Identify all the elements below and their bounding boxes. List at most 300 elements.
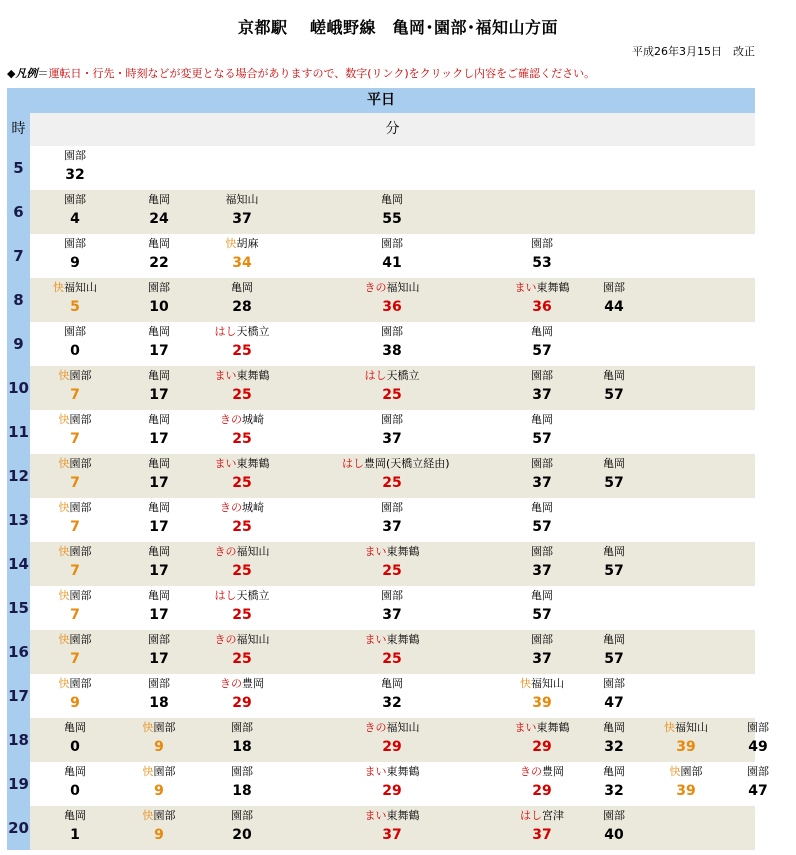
destination-name: 園部: [531, 237, 553, 250]
destination-label: [564, 809, 664, 822]
destination-label: [564, 369, 664, 382]
destination-label: [342, 809, 442, 822]
departure[interactable]: [342, 674, 442, 718]
departure[interactable]: [564, 366, 664, 410]
destination-name: 亀岡: [148, 369, 170, 382]
train-type-prefix: きの: [220, 413, 242, 426]
destination-name: 亀岡: [148, 545, 170, 558]
destination-label: [564, 457, 664, 470]
departure-minute-link[interactable]: 17: [149, 607, 169, 623]
hour-cell: 6: [7, 190, 30, 234]
departure[interactable]: [342, 498, 442, 542]
departure[interactable]: [492, 322, 592, 366]
destination-label: [708, 721, 796, 734]
departure-minute-link[interactable]: 9: [154, 783, 164, 799]
departure-minute-link[interactable]: 25: [232, 519, 252, 535]
minutes-cell: [30, 190, 755, 234]
destination-label: [192, 809, 292, 822]
destination-name: 園部: [381, 589, 403, 602]
departure-minute-link[interactable]: 32: [604, 783, 624, 799]
destination-name: 園部: [64, 325, 86, 338]
destination-name: 亀岡: [603, 457, 625, 470]
destination-name: 園部: [531, 457, 553, 470]
departure-minute-link[interactable]: 37: [532, 563, 552, 579]
destination-name: 園部: [747, 721, 769, 734]
departure-minute-link[interactable]: 17: [149, 651, 169, 667]
departure-minute-link[interactable]: 55: [382, 211, 402, 227]
destination-name: 城崎: [242, 413, 264, 426]
departure[interactable]: [192, 498, 292, 542]
destination-label: [192, 237, 292, 250]
departure[interactable]: [192, 718, 292, 762]
departure-minute-link[interactable]: 25: [232, 343, 252, 359]
train-type-prefix: はし: [364, 369, 387, 382]
departure-minute-link[interactable]: 29: [232, 695, 252, 711]
departure[interactable]: [342, 718, 442, 762]
departure[interactable]: [564, 278, 664, 322]
destination-name: 園部: [153, 809, 176, 822]
departure[interactable]: [192, 806, 292, 850]
destination-name: 東舞鶴: [386, 809, 420, 822]
departure-minute-link[interactable]: 29: [532, 739, 552, 755]
departure[interactable]: [192, 586, 292, 630]
departure-minute-link[interactable]: 0: [70, 343, 80, 359]
departure-minute-link[interactable]: 32: [604, 739, 624, 755]
destination-name: 園部: [64, 149, 86, 162]
departure[interactable]: [342, 410, 442, 454]
departure-minute-link[interactable]: 17: [149, 519, 169, 535]
destination-name: 園部: [153, 721, 176, 734]
departure-minute-link[interactable]: 25: [382, 651, 402, 667]
departure-minute-link[interactable]: 57: [532, 343, 552, 359]
departure[interactable]: [342, 542, 442, 586]
departure-minute-link[interactable]: 25: [232, 387, 252, 403]
destination-name: 亀岡: [148, 193, 170, 206]
departure-minute-link[interactable]: 49: [748, 739, 768, 755]
train-type-prefix: きの: [220, 501, 242, 514]
train-type-prefix: 快: [58, 369, 70, 382]
train-type-prefix: 快: [520, 677, 531, 690]
train-type-prefix: 快: [225, 237, 237, 250]
train-type-prefix: まい: [214, 369, 237, 382]
destination-name: 豊岡(天橋立経由): [364, 457, 450, 470]
departure[interactable]: [564, 542, 664, 586]
destination-name: 園部: [603, 281, 625, 294]
departure[interactable]: [192, 278, 292, 322]
hour-cell: 16: [7, 630, 30, 674]
minutes-cell: [30, 542, 755, 586]
departure-minute-link[interactable]: 34: [232, 255, 252, 271]
departure-minute-link[interactable]: 4: [70, 211, 80, 227]
train-type-prefix: まい: [514, 281, 537, 294]
departure-minute-link[interactable]: 28: [232, 299, 252, 315]
destination-label: [564, 545, 664, 558]
hour-cell: 10: [7, 366, 30, 410]
departure[interactable]: [342, 322, 442, 366]
table-row: [7, 498, 755, 542]
minutes-cell: [30, 366, 755, 410]
train-type-prefix: はし: [214, 325, 237, 338]
destination-name: 亀岡: [64, 721, 86, 734]
destination-name: 園部: [603, 677, 625, 690]
departure-minute-link[interactable]: 53: [532, 255, 552, 271]
departure[interactable]: [192, 542, 292, 586]
departure-minute-link[interactable]: 18: [232, 783, 252, 799]
departure[interactable]: [492, 410, 592, 454]
minutes-cell: [30, 498, 755, 542]
train-type-prefix: 快: [669, 765, 681, 778]
destination-name: 園部: [69, 413, 92, 426]
departure-minute-link[interactable]: 37: [382, 519, 402, 535]
train-type-prefix: きの: [364, 721, 387, 734]
destination-name: 亀岡: [603, 369, 625, 382]
destination-name: 胡麻: [236, 237, 259, 250]
departure-minute-link[interactable]: 7: [70, 431, 80, 447]
destination-label: [492, 501, 592, 514]
train-type-prefix: まい: [214, 457, 237, 470]
destination-label: [564, 633, 664, 646]
departure-minute-link[interactable]: 18: [232, 739, 252, 755]
destination-name: 園部: [381, 325, 403, 338]
departure-minute-link[interactable]: 32: [382, 695, 402, 711]
departure-minute-link[interactable]: 57: [604, 651, 624, 667]
minutes-cell: [30, 454, 755, 498]
departure-minute-link[interactable]: 57: [532, 431, 552, 447]
departure-minute-link[interactable]: 37: [532, 651, 552, 667]
hour-cell: 9: [7, 322, 30, 366]
table-row: [7, 542, 755, 586]
destination-label: [342, 501, 442, 514]
hour-cell: 19: [7, 762, 30, 806]
departure-minute-link[interactable]: 38: [382, 343, 402, 359]
notice-text: 運転日・行先・時刻などが変更となる場合がありますので、数字(リンク)をクリックし内容をご確認ください。: [48, 67, 596, 80]
train-type-prefix: 快: [664, 721, 675, 734]
departure-minute-link[interactable]: 17: [149, 343, 169, 359]
departure[interactable]: [564, 674, 664, 718]
train-type-prefix: 快: [58, 501, 70, 514]
train-type-prefix: きの: [214, 633, 237, 646]
destination-name: 園部: [531, 545, 553, 558]
destination-name: 亀岡: [603, 633, 625, 646]
destination-label: [342, 457, 450, 470]
departure-minute-link[interactable]: 37: [532, 387, 552, 403]
departure[interactable]: [342, 278, 442, 322]
destination-name: 亀岡: [381, 677, 403, 690]
destination-name: 園部: [69, 369, 92, 382]
departure-minute-link[interactable]: 37: [532, 827, 552, 843]
destination-name: 福知山: [236, 633, 270, 646]
departure-minute-link[interactable]: 39: [676, 739, 696, 755]
destination-name: 福知山: [386, 721, 420, 734]
departure[interactable]: [564, 454, 664, 498]
destination-name: 園部: [381, 413, 403, 426]
destination-name: 城崎: [242, 501, 264, 514]
notice-line: [7, 65, 595, 81]
departure-minute-link[interactable]: 0: [70, 739, 80, 755]
notice-bullet-icon: ◆: [7, 67, 16, 80]
departure-minute-link[interactable]: 9: [154, 827, 164, 843]
departure[interactable]: [342, 234, 442, 278]
hour-cell: 11: [7, 410, 30, 454]
departure-minute-link[interactable]: 37: [232, 211, 252, 227]
departure[interactable]: [192, 366, 292, 410]
departure-minute-link[interactable]: 25: [232, 431, 252, 447]
departure[interactable]: [492, 234, 592, 278]
departure[interactable]: [192, 322, 292, 366]
departure-minute-link[interactable]: 9: [154, 739, 164, 755]
destination-name: 亀岡: [381, 193, 403, 206]
departure[interactable]: [342, 586, 442, 630]
departure-minute-link[interactable]: 25: [232, 607, 252, 623]
destination-label: [192, 369, 292, 382]
departure-minute-link[interactable]: 7: [70, 563, 80, 579]
departure[interactable]: [192, 410, 292, 454]
departure-minute-link[interactable]: 37: [382, 607, 402, 623]
departure-minute-link[interactable]: 39: [532, 695, 552, 711]
destination-name: 亀岡: [231, 281, 253, 294]
destination-name: 亀岡: [531, 325, 553, 338]
destination-name: 園部: [148, 633, 170, 646]
destination-name: 亀岡: [148, 413, 170, 426]
destination-name: 亀岡: [531, 589, 553, 602]
hour-cell: 18: [7, 718, 30, 762]
notice-eq: ＝: [37, 67, 49, 80]
table-row: [7, 674, 755, 718]
departure-minute-link[interactable]: 29: [382, 739, 402, 755]
destination-label: [192, 589, 292, 602]
departure-minute-link[interactable]: 25: [382, 475, 402, 491]
departure-minute-link[interactable]: 22: [149, 255, 169, 271]
destination-name: 天橋立: [236, 589, 270, 602]
hour-cell: 14: [7, 542, 30, 586]
departure-minute-link[interactable]: 25: [382, 387, 402, 403]
train-type-prefix: まい: [364, 545, 387, 558]
destination-name: 園部: [69, 589, 92, 602]
departure[interactable]: [708, 762, 796, 806]
revision-date: 平成26年3月15日 改正: [632, 45, 755, 58]
train-type-prefix: 快: [58, 413, 70, 426]
timetable-body: [7, 146, 769, 850]
departure-minute-link[interactable]: 41: [382, 255, 402, 271]
destination-name: 東舞鶴: [536, 721, 570, 734]
destination-name: 園部: [381, 501, 403, 514]
minutes-cell: [30, 410, 755, 454]
hour-cell: 15: [7, 586, 30, 630]
departure-minute-link[interactable]: 40: [604, 827, 624, 843]
departure-minute-link[interactable]: 37: [382, 827, 402, 843]
departure-minute-link[interactable]: 36: [532, 299, 552, 315]
page-title: 京都駅 嵯峨野線 亀岡･園部･福知山方面: [237, 18, 559, 37]
departure-minute-link[interactable]: 17: [149, 387, 169, 403]
departure[interactable]: [342, 366, 442, 410]
departure[interactable]: [192, 454, 292, 498]
train-type-prefix: 快: [142, 721, 154, 734]
destination-label: [342, 369, 442, 382]
destination-label: [564, 281, 664, 294]
hour-cell: 8: [7, 278, 30, 322]
destination-label: [192, 193, 292, 206]
destination-name: 亀岡: [531, 501, 553, 514]
destination-name: 園部: [69, 633, 92, 646]
destination-name: 亀岡: [531, 413, 553, 426]
departure[interactable]: [708, 718, 796, 762]
departure-minute-link[interactable]: 37: [382, 431, 402, 447]
destination-label: [192, 633, 292, 646]
destination-name: 東舞鶴: [236, 369, 270, 382]
departure-minute-link[interactable]: 57: [604, 387, 624, 403]
departure-minute-link[interactable]: 9: [70, 255, 80, 271]
train-type-prefix: きの: [364, 281, 387, 294]
hour-cell: 7: [7, 234, 30, 278]
departure-minute-link[interactable]: 36: [382, 299, 402, 315]
train-type-prefix: 快: [58, 633, 70, 646]
departure[interactable]: [25, 146, 125, 190]
departure-minute-link[interactable]: 17: [149, 431, 169, 447]
departure-minute-link[interactable]: 20: [232, 827, 252, 843]
hour-cell: 13: [7, 498, 30, 542]
minute-header: 分: [30, 113, 755, 146]
departure-minute-link[interactable]: 5: [70, 299, 80, 315]
destination-label: [342, 281, 442, 294]
train-type-prefix: まい: [514, 721, 537, 734]
train-type-prefix: きの: [220, 677, 242, 690]
destination-label: [25, 149, 125, 162]
train-type-prefix: 快: [142, 809, 154, 822]
departure-minute-link[interactable]: 25: [232, 475, 252, 491]
departure-minute-link[interactable]: 32: [65, 167, 85, 183]
departure-minute-link[interactable]: 39: [676, 783, 696, 799]
destination-name: 園部: [153, 765, 176, 778]
departure[interactable]: [492, 586, 592, 630]
departure[interactable]: [342, 190, 442, 234]
departure[interactable]: [192, 674, 292, 718]
destination-label: [192, 281, 292, 294]
destination-name: 園部: [231, 809, 253, 822]
departure-minute-link[interactable]: 29: [532, 783, 552, 799]
departure[interactable]: [192, 234, 292, 278]
destination-name: 亀岡: [148, 501, 170, 514]
departure[interactable]: [192, 190, 292, 234]
destination-name: 福知山: [675, 721, 708, 734]
departure-minute-link[interactable]: 47: [604, 695, 624, 711]
departure-minute-link[interactable]: 25: [232, 651, 252, 667]
destination-name: 亀岡: [64, 765, 86, 778]
departure-minute-link[interactable]: 57: [604, 563, 624, 579]
departure-minute-link[interactable]: 37: [532, 475, 552, 491]
table-row: [7, 146, 755, 190]
destination-label: [192, 721, 292, 734]
departure-minute-link[interactable]: 10: [149, 299, 169, 315]
departure-minute-link[interactable]: 44: [604, 299, 624, 315]
destination-label: [192, 325, 292, 338]
destination-name: 亀岡: [148, 325, 170, 338]
departure-minute-link[interactable]: 7: [70, 475, 80, 491]
departure-minute-link[interactable]: 7: [70, 519, 80, 535]
destination-name: 亀岡: [148, 589, 170, 602]
departure-minute-link[interactable]: 0: [70, 783, 80, 799]
minutes-cell: [30, 234, 755, 278]
departure-minute-link[interactable]: 17: [149, 475, 169, 491]
departure[interactable]: [192, 762, 292, 806]
departure-minute-link[interactable]: 57: [604, 475, 624, 491]
destination-name: 亀岡: [148, 457, 170, 470]
train-type-prefix: はし: [214, 589, 237, 602]
departure-minute-link[interactable]: 47: [748, 783, 768, 799]
departure[interactable]: [342, 762, 442, 806]
hour-cell: 12: [7, 454, 30, 498]
departure[interactable]: [564, 806, 664, 850]
train-type-prefix: まい: [364, 633, 387, 646]
destination-name: 園部: [69, 457, 92, 470]
departure-minute-link[interactable]: 25: [382, 563, 402, 579]
departure-minute-link[interactable]: 29: [382, 783, 402, 799]
departure-minute-link[interactable]: 9: [70, 695, 80, 711]
destination-label: [564, 677, 664, 690]
departure-minute-link[interactable]: 25: [232, 563, 252, 579]
departure[interactable]: [342, 454, 450, 498]
departure-minute-link[interactable]: 7: [70, 607, 80, 623]
train-type-prefix: まい: [364, 809, 387, 822]
train-type-prefix: 快: [142, 765, 154, 778]
table-row: [7, 278, 755, 322]
train-type-prefix: 快: [53, 281, 64, 294]
departure-minute-link[interactable]: 7: [70, 387, 80, 403]
destination-label: [342, 633, 442, 646]
destination-name: 園部: [603, 809, 625, 822]
train-type-prefix: 快: [58, 457, 70, 470]
departure[interactable]: [564, 630, 664, 674]
departure[interactable]: [492, 498, 592, 542]
destination-name: 東舞鶴: [236, 457, 270, 470]
train-type-prefix: 快: [58, 677, 70, 690]
destination-name: 東舞鶴: [386, 765, 420, 778]
departure-minute-link[interactable]: 17: [149, 563, 169, 579]
departure[interactable]: [342, 630, 442, 674]
destination-label: [492, 413, 592, 426]
departure-minute-link[interactable]: 7: [70, 651, 80, 667]
destination-label: [342, 237, 442, 250]
minutes-cell: [30, 718, 769, 762]
destination-name: 園部: [148, 281, 170, 294]
minutes-cell: [30, 630, 755, 674]
destination-name: 福知山: [236, 545, 270, 558]
destination-label: [492, 589, 592, 602]
departure-minute-link[interactable]: 57: [532, 607, 552, 623]
destination-label: [342, 545, 442, 558]
departure-minute-link[interactable]: 24: [149, 211, 169, 227]
departure[interactable]: [192, 630, 292, 674]
destination-name: 亀岡: [603, 721, 625, 734]
destination-name: 園部: [231, 721, 253, 734]
departure[interactable]: [342, 806, 442, 850]
destination-label: [192, 677, 292, 690]
departure-minute-link[interactable]: 1: [70, 827, 80, 843]
departure-minute-link[interactable]: 57: [532, 519, 552, 535]
legend-link[interactable]: 凡例: [15, 67, 38, 80]
train-type-prefix: きの: [214, 545, 237, 558]
table-row: [7, 322, 755, 366]
destination-name: 亀岡: [148, 237, 170, 250]
train-type-prefix: きの: [520, 765, 542, 778]
train-type-prefix: 快: [58, 589, 70, 602]
timetable: [7, 88, 769, 850]
departure-minute-link[interactable]: 18: [149, 695, 169, 711]
destination-name: 園部: [381, 237, 403, 250]
destination-name: 園部: [231, 765, 253, 778]
minutes-cell: [30, 322, 755, 366]
destination-label: [708, 765, 796, 778]
destination-name: 園部: [69, 545, 92, 558]
